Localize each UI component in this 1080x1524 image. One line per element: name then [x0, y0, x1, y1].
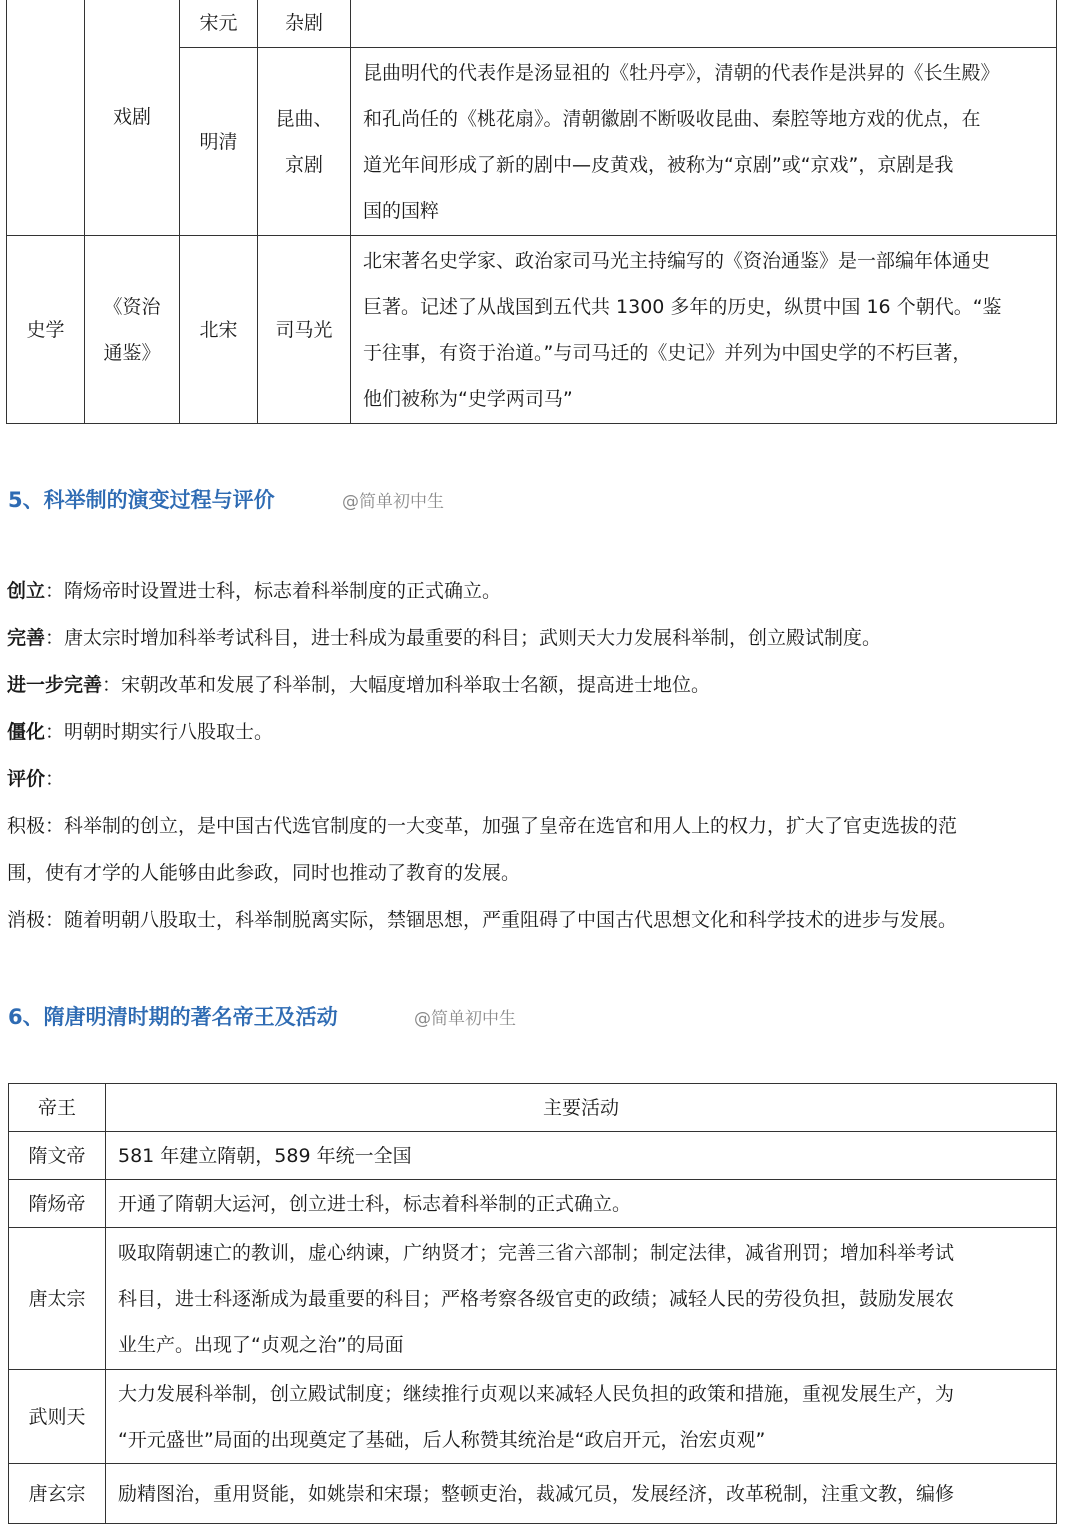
table-row [9, 1228, 1057, 1370]
section-5-heading [8, 484, 275, 514]
table-row [7, 0, 1057, 48]
form-cell [258, 48, 351, 236]
form-cell: 杂剧 [258, 0, 351, 48]
activity-cell [106, 1370, 1057, 1464]
paragraph-further-perfection [7, 673, 710, 697]
paragraph-negative [7, 908, 957, 932]
paragraph-perfection [7, 626, 881, 650]
para-text: 宋朝改革和发展了科举制，大幅度增加科举取士名额，提高进士地位。 [121, 674, 711, 696]
para-sep: ： [45, 768, 65, 790]
description-cell [351, 0, 1057, 48]
watermark-text: @简单初中生 [414, 1009, 516, 1029]
era-cell: 明清 [180, 48, 258, 236]
description-line: 巨著。记述了从战国到五代共 1300 多年的历史，纵贯中国 16 个朝代。“鉴 [363, 295, 1002, 318]
description-cell [351, 236, 1057, 424]
work-line: 通鉴》 [103, 341, 161, 364]
form-line: 京剧 [284, 153, 323, 176]
category-cell-empty [7, 0, 85, 236]
activity-cell [106, 1180, 1057, 1228]
ruler-cell: 唐太宗 [9, 1228, 106, 1370]
activity-line: 开通了隋朝大运河，创立进士科，标志着科举制的正式确立。 [118, 1192, 632, 1215]
activity-cell [106, 1228, 1057, 1370]
table-row [9, 1370, 1057, 1464]
para-sep: ： [102, 674, 122, 696]
para-label: 进一步完善 [7, 674, 103, 696]
section-6-heading [8, 1001, 338, 1031]
paragraph-founding [7, 579, 501, 603]
para-text: 隋炀帝时设置进士科，标志着科举制度的正式确立。 [64, 580, 502, 602]
ruler-cell: 武则天 [9, 1370, 106, 1464]
paragraph-positive-cont [7, 861, 520, 885]
ruler-cell: 唐玄宗 [9, 1464, 106, 1524]
category-cell: 史学 [7, 236, 85, 424]
description-line: 道光年间形成了新的剧中—皮黄戏，被称为“京剧”或“京戏”，京剧是我 [363, 153, 954, 176]
ruler-cell: 隋炀帝 [9, 1180, 106, 1228]
para-sep: ： [45, 721, 65, 743]
section-title: 6、隋唐明清时期的著名帝王及活动 [8, 1005, 338, 1029]
para-text: 围，使有才学的人能够由此参政，同时也推动了教育的发展。 [7, 862, 521, 884]
description-line: 于往事，有资于治道。”与司马迁的《史记》并列为中国史学的不朽巨著， [363, 341, 972, 364]
table-row [9, 1132, 1057, 1180]
header-cell: 主要活动 [106, 1084, 1057, 1132]
table-row [7, 236, 1057, 424]
activity-line: 吸取隋朝速亡的教训，虚心纳谏，广纳贤才；完善三省六部制；制定法律，减省刑罚；增加科举考试 [118, 1241, 955, 1264]
description-cell [351, 48, 1057, 236]
era-cell: 北宋 [180, 236, 258, 424]
para-text: 明朝时期实行八股取士。 [64, 721, 274, 743]
activity-line: 励精图治，重用贤能，如姚崇和宋璟；整顿吏治，裁减冗员，发展经济，改革税制，注重文教，编修 [118, 1482, 955, 1505]
para-label: 完善 [7, 627, 46, 649]
activity-line: 科目，进士科逐渐成为最重要的科目；严格考察各级官吏的政绩；减轻人民的劳役负担，鼓励发展农 [118, 1287, 955, 1310]
table-row [9, 1464, 1057, 1524]
para-text: 科举制的创立，是中国古代选官制度的一大变革，加强了皇帝在选官和用人上的权力，扩大了官吏选拔的范 [64, 815, 958, 837]
para-label: 僵化 [7, 721, 46, 743]
activity-line: “开元盛世”局面的出现奠定了基础，后人称赞其统治是“政启开元，治宏贞观” [118, 1428, 766, 1451]
table-header-row [9, 1084, 1057, 1132]
activity-line: 业生产。出现了“贞观之治”的局面 [118, 1333, 404, 1356]
description-line: 和孔尚任的《桃花扇》。清朝徽剧不断吸收昆曲、秦腔等地方戏的优点，在 [363, 107, 981, 130]
category-cell: 戏剧 [85, 0, 180, 236]
work-cell [85, 236, 180, 424]
para-text: 唐太宗时增加科举考试科目，进士科成为最重要的科目；武则天大力发展科举制，创立殿试制度。 [64, 627, 882, 649]
activity-line: 大力发展科举制，创立殿试制度；继续推行贞观以来减轻人民负担的政策和措施，重视发展生产，为 [118, 1382, 955, 1405]
person-cell: 司马光 [258, 236, 351, 424]
para-label: 消极： [7, 909, 65, 931]
activity-cell [106, 1132, 1057, 1180]
culture-table [6, 0, 1057, 424]
paragraph-evaluation [7, 767, 64, 791]
paragraph-positive [7, 814, 957, 838]
watermark-text: @简单初中生 [342, 492, 444, 512]
description-line: 他们被称为“史学两司马” [363, 387, 573, 410]
description-line: 国的国粹 [363, 199, 440, 222]
header-cell: 帝王 [9, 1084, 106, 1132]
para-label: 积极： [7, 815, 65, 837]
para-label: 创立 [7, 580, 46, 602]
work-line: 《资治 [103, 295, 161, 318]
ruler-cell: 隋文帝 [9, 1132, 106, 1180]
table-row [9, 1180, 1057, 1228]
para-sep: ： [45, 580, 65, 602]
para-text: 随着明朝八股取士，科举制脱离实际，禁锢思想，严重阻碍了中国古代思想文化和科学技术的进步与发展。 [64, 909, 958, 931]
era-cell: 宋元 [180, 0, 258, 48]
para-label: 评价 [7, 768, 46, 790]
description-line: 昆曲明代的代表作是汤显祖的《牡丹亭》，清朝的代表作是洪昇的《长生殿》 [363, 61, 1000, 84]
para-sep: ： [45, 627, 65, 649]
rulers-table [8, 1083, 1057, 1524]
paragraph-rigidity [7, 720, 273, 744]
section-title: 5、科举制的演变过程与评价 [8, 488, 275, 512]
activity-line: 581 年建立隋朝，589 年统一全国 [118, 1144, 412, 1167]
form-line: 昆曲、 [275, 107, 333, 130]
activity-cell [106, 1464, 1057, 1524]
description-line: 北宋著名史学家、政治家司马光主持编写的《资治通鉴》是一部编年体通史 [363, 249, 991, 272]
